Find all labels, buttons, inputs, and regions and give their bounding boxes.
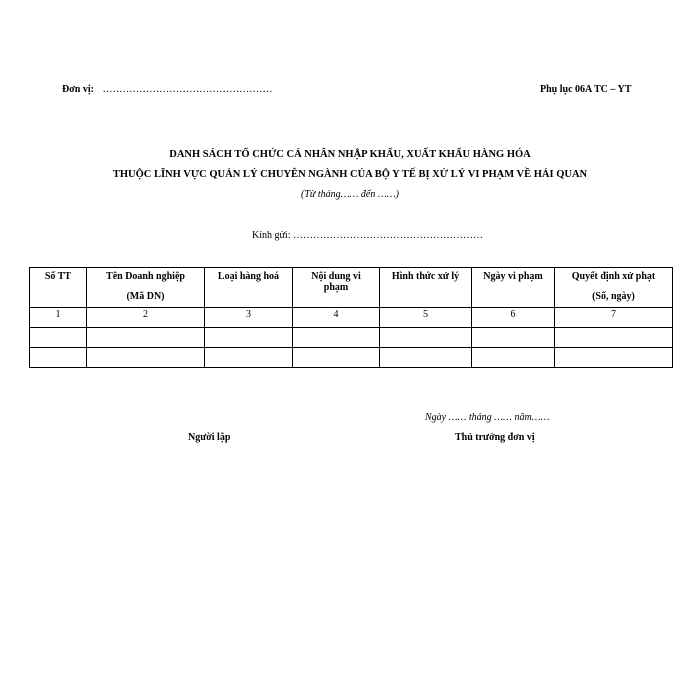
column-number-row bbox=[30, 308, 673, 328]
violations-table bbox=[29, 267, 673, 368]
document-title-line-2: THUỘC LĨNH VỰC QUẢN LÝ CHUYÊN NGÀNH CỦA BỘ Y TẾ BỊ XỬ LÝ VI PHẠM VỀ HẢI QUAN bbox=[112, 169, 588, 180]
unit-label: Đơn vị: bbox=[62, 84, 94, 95]
head-of-unit-signature-label: Thủ trưởng đơn vị bbox=[455, 432, 535, 443]
table-header-row bbox=[30, 268, 673, 308]
recipient-value: ………………………………………………… bbox=[292, 230, 483, 241]
header-cell-company-sub: (Mã DN) bbox=[126, 291, 165, 302]
column-number: 4 bbox=[293, 308, 380, 328]
preparer-signature-label: Người lập bbox=[188, 432, 231, 443]
recipient-line bbox=[252, 230, 483, 241]
appendix-label: Phụ lục 06A TC – YT bbox=[540, 84, 632, 95]
header-cell-penalty-decision-sub: (Số, ngày) bbox=[592, 291, 635, 302]
column-number: 5 bbox=[380, 308, 472, 328]
document-title-line-1: DANH SÁCH TỔ CHỨC CÁ NHÂN NHẬP KHẨU, XUẤT KHẨU HÀNG HÓA bbox=[169, 149, 531, 160]
unit-line bbox=[62, 84, 272, 95]
column-number: 1 bbox=[30, 308, 87, 328]
column-number: 2 bbox=[87, 308, 205, 328]
table-cell bbox=[87, 348, 205, 368]
table-row bbox=[30, 348, 673, 368]
header-cell-penalty-decision: Quyết định xử phạt (Số, ngày) bbox=[555, 268, 673, 308]
table-cell bbox=[205, 348, 293, 368]
table-cell bbox=[472, 328, 555, 348]
column-number: 6 bbox=[472, 308, 555, 328]
table-cell bbox=[87, 328, 205, 348]
header-cell-stt: Số TT bbox=[30, 268, 87, 308]
header-cell-violation-date: Ngày vi phạm bbox=[472, 268, 555, 308]
table-cell bbox=[30, 328, 87, 348]
header-cell-goods-type: Loại hàng hoá bbox=[205, 268, 293, 308]
signature-date-line: Ngày …… tháng …… năm…… bbox=[425, 412, 550, 423]
table-row bbox=[30, 328, 673, 348]
table-cell bbox=[293, 328, 380, 348]
unit-value: …………………………………………… bbox=[102, 84, 273, 95]
column-number: 7 bbox=[555, 308, 673, 328]
table-cell bbox=[555, 328, 673, 348]
table-cell bbox=[380, 348, 472, 368]
column-number: 3 bbox=[205, 308, 293, 328]
table-cell bbox=[380, 328, 472, 348]
table-cell bbox=[30, 348, 87, 368]
reporting-period: (Từ tháng…… đến ……) bbox=[301, 189, 399, 200]
header-cell-handling-form: Hình thức xử lý bbox=[380, 268, 472, 308]
header-cell-violation-content: Nội dung vi phạm bbox=[293, 268, 380, 308]
table-cell bbox=[205, 328, 293, 348]
table-cell bbox=[293, 348, 380, 368]
table-cell bbox=[555, 348, 673, 368]
header-cell-company: Tên Doanh nghiệp (Mã DN) bbox=[87, 268, 205, 308]
table-cell bbox=[472, 348, 555, 368]
recipient-label: Kính gửi: bbox=[252, 230, 291, 241]
